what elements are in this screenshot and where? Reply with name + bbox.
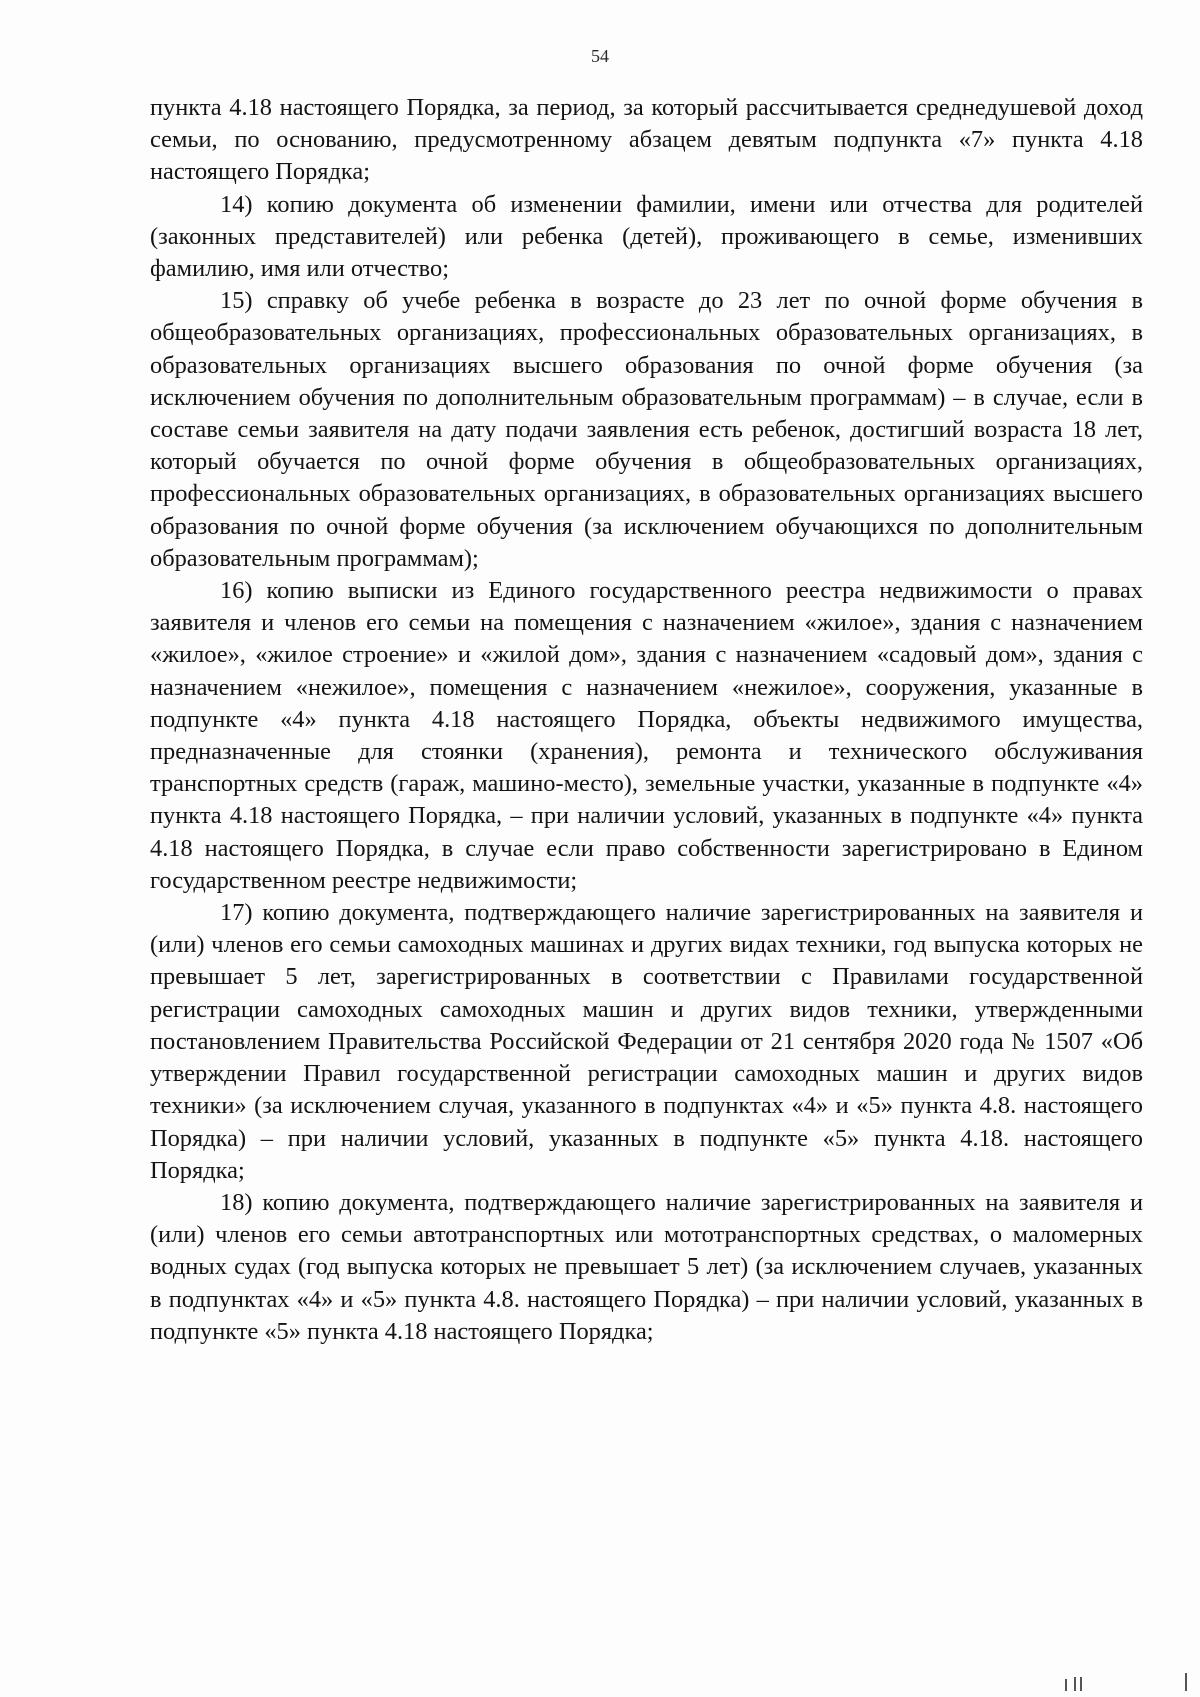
scan-mark <box>1185 1673 1187 1691</box>
scan-mark <box>1074 1677 1076 1691</box>
paragraph-continuation: пункта 4.18 настоящего Порядка, за период, за который рассчитывается среднедушевой доход семьи, по основанию, предусмотренному абзацем девятым подпункта «7» пункта 4.18 настоящего Порядка; <box>150 94 1143 186</box>
paragraph-item-18: 18) копию документа, подтверждающего наличие зарегистрированных на заявителя и (или) членов его семьи автотранспортных или мототранспортных средствах, о маломерных водных судах (год выпуска которых не превышает 5 лет) (за исключением случаев, указанных в подпунктах «4» и «5» пункта 4.8. настоящего Порядка) – при наличии условий, указанных в подпункте «5» пункта 4.18 настоящего Порядка; <box>150 1188 1143 1345</box>
scan-mark <box>1065 1679 1067 1691</box>
paragraph-item-16: 16) копию выписки из Единого государственного реестра недвижимости о правах заявителя и членов его семьи на помещения с назначением «жилое», здания с назначением «жилое», «жилое строение» и «жилой дом», здания с назначением «садовый дом», здания с назначением «нежилое», помещения с назначением «нежилое», сооружения, указанные в подпункте «4» пункта 4.18 настоящего Порядка, объекты недвижимого имущества, предназначенные для стоянки (хранения), ремонта и технического обслуживания транспортных средств (гараж, машино-место), земельные участки, указанные в подпункте «4» пункта 4.18 настоящего Порядка, – при наличии условий, указанных в подпункте «4» пункта 4.18 настоящего Порядка, в случае если право собственности зарегистрировано в Едином государственном реестре недвижимости; <box>150 577 1143 894</box>
paragraph-item-14: 14) копию документа об изменении фамилии, имени или отчества для родителей (законных представителей) или ребенка (детей), проживающего в семье, изменивших фамилию, имя или отчество; <box>150 190 1143 283</box>
page-number: 54 <box>591 46 609 66</box>
paragraph-item-17: 17) копию документа, подтверждающего наличие зарегистрированных на заявителя и (или) членов его семьи самоходных машинах и других видах техники, год выпуска которых не превышает 5 лет, зарегистрированных в соответствии с Правилами государственной регистрации самоходных самоходных машин и других видов техники, утвержденными постановлением Правительства Российской Федерации от 21 сентября 2020 года № 1507 «Об утверждении Правил государственной регистрации самоходных машин и других видов техники» (за исключением случая, указанного в подпунктах «4» и «5» пункта 4.8. настоящего Порядка) – при наличии условий, указанных в подпункте «5» пункта 4.18. настоящего Порядка; <box>150 899 1143 1184</box>
paragraph-item-15: 15) справку об учебе ребенка в возрасте до 23 лет по очной форме обучения в общеобразовательных организациях, профессиональных образовательных организациях, в образовательных организациях высшего образования по очной форме обучения (за исключением обучения по дополнительным образовательным программам) – в случае, если в составе семьи заявителя на дату подачи заявления есть ребенок, достигший возраста 18 лет, который обучается по очной форме обучения в общеобразовательных организациях, профессиональных образовательных организациях, в образовательных организациях высшего образования по очной форме обучения (за исключением обучающихся по дополнительным образовательным программам); <box>150 287 1143 572</box>
scan-mark <box>1080 1677 1082 1691</box>
document-body <box>150 92 1143 1348</box>
